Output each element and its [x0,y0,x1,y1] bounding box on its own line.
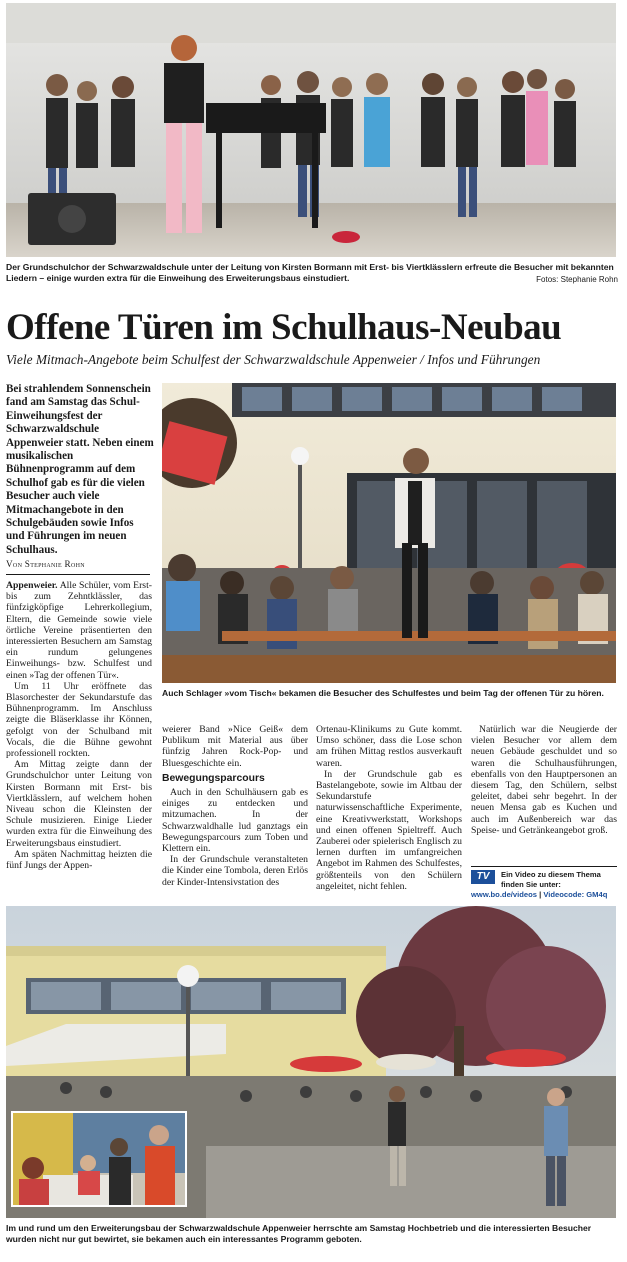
section-heading: Bewegungsparcours [162,772,265,784]
article-byline: Von Stephanie Rohn [6,559,85,569]
video-box-rule [471,866,617,867]
singer-photo-caption: Auch Schlager »vom Tisch« bekamen die Besucher des Schulfestes und beim Tag der offenen Tür zu hören. [162,688,604,698]
article-subheadline: Viele Mitmach-Angebote beim Schulfest der Schwarzwaldschule Appenweier / Infos und Führungen [6,352,541,367]
tv-logo-icon: TV [471,870,495,884]
article-column-4 [471,724,617,836]
video-url-link[interactable]: www.bo.de/videos [471,890,537,899]
inset-photo-illustration [13,1113,185,1205]
col1-paragraph-2: Um 11 Uhr eröffnete das Blasorchester der Sekundarstufe das Bühnenprogramm. Im Anschluss zeigte die Bläserklasse ihr Können, gefolgt von der Schulband mit Vocals, die die Bühne gewohnt professionell rockten. [6,680,152,760]
inset-photo [11,1111,187,1207]
article-headline: Offene Türen im Schulhaus-Neubau [6,307,562,348]
col1-paragraph-1: Alle Schüler, vom Erst- bis zum Zehntklässler, das fünfzigköpfige Lehrerkollegium, Eltern, die Gemeinde sowie viele örtliche Vereine präsentierten den interessierten Besuchern am Samstag ein rundum gelungenes Einweihungs- bzw. Schulfest und einen »Tag der offenen Tür«. [6,580,152,681]
col4-paragraph-1: Natürlich war die Neugierde der vielen Besucher vor allem dem neuen Gebäude geschuldet und so waren die Schulhausführungen, ebenfalls von den Hauptpersonen an diesem Tag, den Schülern, selbst geleitet, dabei sehr begehrt. In der neuen Mensa gab es Kuchen und auch im Außenbereich war das Speise- und Getränkeangebot groß. [471,724,617,836]
singer-photo [162,383,616,683]
video-box-text: Ein Video zu diesem Thema finden Sie unter: [501,870,601,889]
col2-paragraph-1: weierer Band »Nice Geiß« dem Publikum mit Material aus über fünfzig Jahren Rock-Pop- und Bluesgeschichte ein. [162,724,308,769]
choir-photo [6,3,616,257]
video-box [471,870,619,900]
photo-credit: Fotos: Stephanie Rohn [536,275,618,284]
dateline-city: Appenweier. [6,580,58,591]
article-column-1 [6,580,152,871]
video-code: GM4q [586,890,608,899]
article-lead: Bei strahlendem Sonnenschein fand am Samstag das Schul-Einweihungsfest der Schwarzwaldschule Appenweier statt. Neben einem musikalischen Bühnenprogramm auf dem Schulhof gab es für die vielen Besucher auch viele Mitmachangebote in den Schulgebäuden sowie Infos und Führungen im neuen Schulhaus. [6,383,154,556]
col3-paragraph-1: Ortenau-Klinikums zu Gute kommt. Umso schöner, dass die Lose schon am frühen Mittag restlos ausverkauft waren. [316,724,462,769]
byline-rule [6,574,150,575]
col1-paragraph-3: Am Mittag zeigte dann der Grundschulchor unter Leitung von Kirsten Bormann mit Erst- bis Viertklässlern, auf welchem hohen Niveau schon die Kleinsten der Schule musizieren. Einige Lieder wurden extra für die Einweihung des Erweiterungsbaus einstudiert. [6,759,152,849]
singer-photo-illustration [162,383,616,683]
video-code-label: Videocode: [543,890,587,899]
col1-paragraph-4: Am späten Nachmittag heizten die fünf Jungs der Appen- [6,848,152,872]
col2-paragraph-2: Auch in den Schulhäusern gab es einiges zu entdecken und mitzumachen. In der Schwarzwaldhalle lud ganztags ein Bewegungsparcours zum Toben und Klettern ein. [162,787,308,855]
video-separator: | [536,890,544,899]
schoolyard-photo-caption: Im und rund um den Erweiterungsbau der Schwarzwaldschule Appenweier herrschte am Samstag Hochbetrieb und die interessierten Besucher wurden nicht nur gut bewirtet, sie bekamen auch ein interessantes Programm geboten. [6,1223,592,1244]
choir-photo-illustration [6,3,616,257]
col3-paragraph-2: In der Grundschule gab es Bastelangebote, sowie im Altbau der Sekundarstufe naturwissenschaftliche Experimente, eine Kreativwerkstatt, Workshops und einen offenen Spieltreff. Auch Zauberei oder spielerisch Englisch zu lernen durften im umfangreichen Angebot im Rahmen des Schulfestes, größtenteils von den Schülern angeleitet, nicht fehlen. [316,768,462,892]
choir-photo-caption: Der Grundschulchor der Schwarzwaldschule unter der Leitung von Kirsten Bormann mit Erst- bis Viertklässlern erfreute die Besucher mit bekannten Liedern – einige wurden extra für die Einweihung des Erweiterungsbaus einstudiert. [6,262,614,283]
article-column-2 [162,724,308,888]
article-column-3 [316,724,462,892]
col2-paragraph-3: In der Grundschule veranstalteten die Kinder eine Tombola, deren Erlös der Kinder-Intensivstation des [162,854,308,888]
